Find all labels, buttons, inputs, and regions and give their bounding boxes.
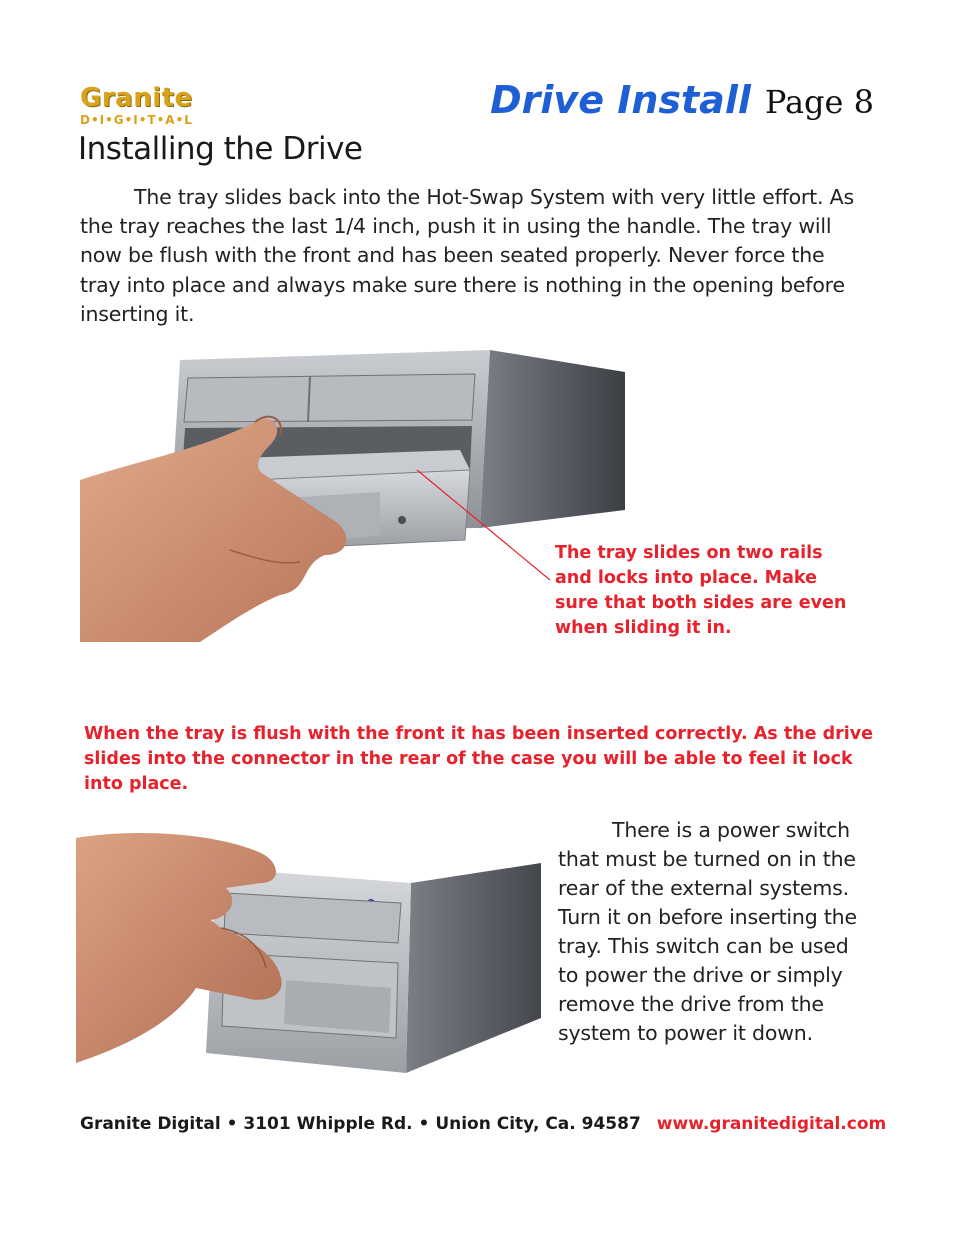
footer-address: Granite Digital • 3101 Whipple Rd. • Union City, Ca. 94587 xyxy=(80,1114,641,1134)
tray-flush-photo xyxy=(76,828,541,1076)
logo-wordmark: Granite xyxy=(80,83,193,113)
footer-website-link[interactable]: www.granitedigital.com xyxy=(656,1114,887,1134)
flush-callout: When the tray is flush with the front it has been inserted correctly. As the drive slides into the connector in the rear of the case you will be able to feel it lock into place. xyxy=(84,724,874,794)
page-number: Page 8 xyxy=(764,83,874,121)
section-title: Installing the Drive xyxy=(78,131,363,167)
tray-insert-photo xyxy=(80,350,626,642)
granite-digital-logo xyxy=(80,84,200,130)
tray-insert-illustration xyxy=(80,350,626,642)
page-header xyxy=(490,78,874,122)
power-switch-paragraph: There is a power switch that must be turned on in the rear of the external systems. Turn it on before inserting the tray. This switch can be used to power the drive or simply remove the drive from the system to power it down. xyxy=(558,818,857,1045)
tray-flush-illustration xyxy=(76,828,541,1076)
logo-subtitle: D•I•G•I•T•A•L xyxy=(80,113,193,127)
footer xyxy=(80,1114,887,1134)
intro-paragraph: The tray slides back into the Hot-Swap System with very little effort. As the tray reaches the last 1/4 inch, push it in using the handle. The tray will now be flush with the front and has been seated properly. Never force the tray into place and always make sure there is nothing in the opening before inserting it. xyxy=(80,185,854,326)
page-title: Drive Install xyxy=(490,78,751,122)
rails-callout: The tray slides on two rails and locks into place. Make sure that both sides are even when sliding it in. xyxy=(555,543,847,638)
